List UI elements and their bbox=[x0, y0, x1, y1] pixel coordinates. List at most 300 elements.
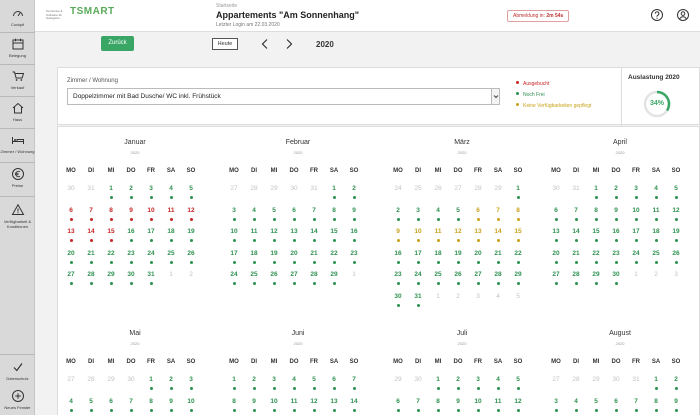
calendar-day[interactable] bbox=[225, 250, 243, 270]
sidebar-item-cockpit[interactable] bbox=[0, 6, 35, 27]
day-number: 12 bbox=[310, 397, 318, 405]
calendar-day[interactable] bbox=[429, 207, 447, 227]
calendar-day bbox=[82, 376, 100, 396]
day-number: 1 bbox=[436, 376, 440, 383]
calendar-day[interactable] bbox=[469, 228, 487, 248]
calendar-day[interactable] bbox=[345, 376, 363, 396]
calendar-day[interactable] bbox=[162, 185, 180, 205]
day-number: 23 bbox=[394, 271, 402, 278]
calendar-day[interactable] bbox=[449, 376, 467, 396]
calendar-day[interactable] bbox=[409, 398, 427, 415]
calendar-day[interactable] bbox=[325, 207, 343, 227]
calendar-day[interactable] bbox=[567, 271, 585, 291]
weekday-header: SA bbox=[329, 359, 339, 365]
calendar-day[interactable] bbox=[285, 271, 303, 291]
calendar-day[interactable] bbox=[547, 207, 565, 227]
calendar-day[interactable] bbox=[345, 207, 363, 227]
status-dot bbox=[170, 196, 173, 199]
weekday-header: FR bbox=[632, 168, 640, 174]
weekday-header: MO bbox=[66, 359, 76, 365]
status-dot bbox=[655, 218, 658, 221]
calendar-day[interactable] bbox=[142, 398, 160, 415]
calendar-day[interactable] bbox=[509, 207, 527, 227]
calendar-day[interactable] bbox=[667, 250, 685, 270]
calendar-day[interactable] bbox=[305, 398, 323, 415]
calendar-day[interactable] bbox=[102, 398, 120, 415]
calendar-day[interactable] bbox=[489, 271, 507, 291]
calendar-day[interactable] bbox=[142, 376, 160, 396]
day-number: 8 bbox=[109, 206, 113, 214]
calendar-day[interactable] bbox=[389, 293, 407, 313]
day-number: 19 bbox=[454, 249, 462, 257]
calendar-day[interactable] bbox=[142, 271, 160, 291]
calendar-day[interactable] bbox=[647, 185, 665, 205]
sidebar-item-belegung[interactable] bbox=[0, 37, 35, 58]
calendar-day[interactable] bbox=[607, 228, 625, 248]
calendar-day[interactable] bbox=[429, 250, 447, 270]
calendar-day[interactable] bbox=[82, 207, 100, 227]
calendar-day[interactable] bbox=[245, 271, 263, 291]
calendar-day bbox=[429, 185, 447, 205]
status-dot bbox=[150, 196, 153, 199]
calendar-day[interactable] bbox=[305, 250, 323, 270]
calendar-day[interactable] bbox=[325, 271, 343, 291]
calendar-day[interactable] bbox=[325, 228, 343, 248]
calendar-day[interactable] bbox=[325, 398, 343, 415]
weekday-header: FR bbox=[310, 168, 318, 174]
calendar-day bbox=[225, 185, 243, 205]
calendar-day[interactable] bbox=[647, 207, 665, 227]
sidebar-item-haus[interactable] bbox=[0, 101, 35, 122]
calendar-day[interactable] bbox=[62, 250, 80, 270]
calendar-day[interactable] bbox=[162, 398, 180, 415]
legend-item bbox=[516, 79, 591, 90]
year-calendar bbox=[57, 126, 700, 415]
calendar-day[interactable] bbox=[587, 207, 605, 227]
weekday-header: DI bbox=[88, 168, 94, 174]
day-number: 29 bbox=[592, 271, 600, 278]
calendar-day[interactable] bbox=[489, 376, 507, 396]
calendar-day[interactable] bbox=[607, 207, 625, 227]
weekday-header: MI bbox=[592, 168, 600, 174]
status-dot bbox=[437, 261, 440, 264]
calendar-day[interactable] bbox=[62, 207, 80, 227]
calendar-day[interactable] bbox=[547, 228, 565, 248]
calendar-day[interactable] bbox=[509, 376, 527, 396]
calendar-day[interactable] bbox=[325, 376, 343, 396]
new-window-icon bbox=[11, 389, 25, 403]
calendar-day[interactable] bbox=[647, 398, 665, 415]
calendar-day[interactable] bbox=[102, 271, 120, 291]
calendar-day[interactable] bbox=[509, 250, 527, 270]
calendar-day[interactable] bbox=[627, 207, 645, 227]
filter-panel bbox=[57, 67, 700, 125]
status-dot bbox=[655, 409, 658, 412]
day-number: 7 bbox=[89, 206, 93, 214]
day-number: 3 bbox=[272, 376, 276, 383]
calendar-day[interactable] bbox=[122, 207, 140, 227]
chevron-right-icon[interactable] bbox=[284, 38, 294, 50]
calendar-day[interactable] bbox=[587, 398, 605, 415]
calendar-day[interactable] bbox=[449, 228, 467, 248]
calendar-day bbox=[449, 293, 467, 313]
status-dot bbox=[457, 261, 460, 264]
calendar-day[interactable] bbox=[627, 250, 645, 270]
day-number: 31 bbox=[632, 376, 640, 383]
status-dot bbox=[575, 282, 578, 285]
calendar-day[interactable] bbox=[547, 398, 565, 415]
status-dot bbox=[615, 218, 618, 221]
calendar-day[interactable] bbox=[567, 228, 585, 248]
calendar-day[interactable] bbox=[142, 185, 160, 205]
calendar-day[interactable] bbox=[265, 271, 283, 291]
calendar-day[interactable] bbox=[225, 207, 243, 227]
chevron-left-icon[interactable] bbox=[260, 38, 270, 50]
logo[interactable] bbox=[46, 7, 146, 27]
calendar-day[interactable] bbox=[345, 250, 363, 270]
calendar-day bbox=[469, 293, 487, 313]
calendar-day[interactable] bbox=[607, 271, 625, 291]
calendar-day[interactable] bbox=[429, 271, 447, 291]
calendar-day[interactable] bbox=[667, 398, 685, 415]
calendar-day[interactable] bbox=[182, 250, 200, 270]
status-dot bbox=[397, 218, 400, 221]
month-year: 2020 bbox=[293, 341, 303, 346]
month-august bbox=[543, 318, 697, 415]
calendar-icon bbox=[11, 37, 25, 51]
calendar-day[interactable] bbox=[225, 228, 243, 248]
calendar-day[interactable] bbox=[245, 376, 263, 396]
day-number: 27 bbox=[67, 376, 75, 383]
day-number: 2 bbox=[674, 376, 678, 383]
day-number: 14 bbox=[350, 397, 358, 405]
weekday-header: DO bbox=[126, 168, 136, 174]
calendar-day[interactable] bbox=[245, 398, 263, 415]
calendar-day[interactable] bbox=[82, 398, 100, 415]
day-number: 5 bbox=[516, 376, 520, 383]
calendar-day[interactable] bbox=[62, 271, 80, 291]
day-number: 22 bbox=[107, 249, 115, 257]
calendar-day[interactable] bbox=[122, 185, 140, 205]
calendar-day[interactable] bbox=[142, 207, 160, 227]
calendar-day[interactable] bbox=[449, 207, 467, 227]
calendar-day[interactable] bbox=[82, 271, 100, 291]
day-number: 12 bbox=[454, 228, 462, 235]
status-dot bbox=[70, 218, 73, 221]
calendar-day[interactable] bbox=[102, 228, 120, 248]
logout-timer-badge[interactable] bbox=[507, 10, 569, 22]
calendar-day[interactable] bbox=[647, 250, 665, 270]
status-dot bbox=[595, 218, 598, 221]
calendar-day[interactable] bbox=[489, 228, 507, 248]
status-dot bbox=[253, 218, 256, 221]
weekday-header: DI bbox=[415, 359, 421, 365]
calendar-day[interactable] bbox=[647, 376, 665, 396]
calendar-day[interactable] bbox=[389, 207, 407, 227]
day-number: 29 bbox=[514, 271, 522, 278]
day-number: 21 bbox=[87, 249, 95, 257]
weekday-header: DI bbox=[573, 168, 579, 174]
day-number: 29 bbox=[394, 376, 402, 383]
calendar-day[interactable] bbox=[429, 228, 447, 248]
occupancy-box bbox=[621, 68, 700, 126]
calendar-day[interactable] bbox=[429, 398, 447, 415]
status-dot bbox=[333, 196, 336, 199]
calendar-day[interactable] bbox=[587, 185, 605, 205]
calendar-day[interactable] bbox=[305, 271, 323, 291]
calendar-day[interactable] bbox=[547, 271, 565, 291]
calendar-day[interactable] bbox=[489, 207, 507, 227]
calendar-day[interactable] bbox=[305, 228, 323, 248]
calendar-day[interactable] bbox=[265, 207, 283, 227]
day-number: 6 bbox=[396, 397, 400, 405]
sidebar-item-verkauf[interactable] bbox=[0, 69, 35, 90]
calendar-day[interactable] bbox=[429, 376, 447, 396]
calendar-day[interactable] bbox=[389, 250, 407, 270]
weekday-header: DO bbox=[126, 359, 136, 365]
status-dot bbox=[397, 282, 400, 285]
weekday-header: DO bbox=[611, 168, 621, 174]
status-dot bbox=[353, 409, 356, 412]
calendar-day[interactable] bbox=[567, 398, 585, 415]
status-dot bbox=[517, 387, 520, 390]
calendar-day[interactable] bbox=[285, 228, 303, 248]
sidebar-item-datenschutz[interactable] bbox=[0, 360, 35, 381]
calendar-day[interactable] bbox=[469, 207, 487, 227]
calendar-day[interactable] bbox=[142, 250, 160, 270]
calendar-day[interactable] bbox=[389, 271, 407, 291]
calendar-day[interactable] bbox=[509, 228, 527, 248]
weekday-header: MO bbox=[66, 168, 76, 174]
calendar-day[interactable] bbox=[627, 398, 645, 415]
month-year: 2020 bbox=[615, 341, 625, 346]
day-number: 15 bbox=[330, 228, 338, 235]
calendar-day bbox=[409, 376, 427, 396]
status-dot bbox=[90, 409, 93, 412]
day-number: 28 bbox=[310, 271, 318, 278]
calendar-day[interactable] bbox=[285, 207, 303, 227]
calendar-day[interactable] bbox=[122, 228, 140, 248]
calendar-day[interactable] bbox=[285, 250, 303, 270]
calendar-day[interactable] bbox=[509, 185, 527, 205]
calendar-day[interactable] bbox=[409, 293, 427, 313]
calendar-day[interactable] bbox=[389, 398, 407, 415]
day-number: 4 bbox=[654, 185, 658, 192]
status-dot bbox=[595, 261, 598, 264]
calendar-day[interactable] bbox=[547, 250, 565, 270]
day-number: 13 bbox=[552, 228, 560, 235]
day-number: 28 bbox=[572, 376, 580, 383]
calendar-day[interactable] bbox=[469, 398, 487, 415]
calendar-day[interactable] bbox=[509, 398, 527, 415]
calendar-day[interactable] bbox=[182, 376, 200, 396]
sidebar-item-neues-fenster[interactable] bbox=[0, 389, 35, 410]
calendar-day[interactable] bbox=[82, 228, 100, 248]
status-dot bbox=[615, 239, 618, 242]
calendar-day[interactable] bbox=[182, 207, 200, 227]
calendar-day[interactable] bbox=[182, 185, 200, 205]
calendar-day[interactable] bbox=[409, 228, 427, 248]
calendar-day[interactable] bbox=[587, 250, 605, 270]
bed-icon bbox=[11, 133, 25, 147]
calendar-day[interactable] bbox=[182, 398, 200, 415]
calendar-day[interactable] bbox=[142, 228, 160, 248]
status-dot bbox=[150, 409, 153, 412]
calendar-day[interactable] bbox=[122, 250, 140, 270]
calendar-day[interactable] bbox=[122, 398, 140, 415]
calendar-day[interactable] bbox=[647, 228, 665, 248]
help-icon[interactable] bbox=[650, 8, 664, 22]
status-dot bbox=[233, 218, 236, 221]
logout-time: 2m 54s bbox=[546, 13, 564, 19]
calendar-day[interactable] bbox=[587, 271, 605, 291]
calendar-day[interactable] bbox=[409, 207, 427, 227]
status-dot bbox=[595, 409, 598, 412]
calendar-day[interactable] bbox=[607, 250, 625, 270]
calendar-day[interactable] bbox=[607, 185, 625, 205]
calendar-day[interactable] bbox=[627, 228, 645, 248]
calendar-day bbox=[489, 293, 507, 313]
calendar-day[interactable] bbox=[409, 250, 427, 270]
status-dot bbox=[555, 218, 558, 221]
calendar-day[interactable] bbox=[667, 376, 685, 396]
calendar-day[interactable] bbox=[265, 398, 283, 415]
day-number: 16 bbox=[394, 249, 402, 257]
status-dot bbox=[233, 261, 236, 264]
day-number: 20 bbox=[67, 249, 75, 257]
day-number: 5 bbox=[189, 185, 193, 192]
calendar-day[interactable] bbox=[285, 398, 303, 415]
calendar-day[interactable] bbox=[265, 376, 283, 396]
calendar-day[interactable] bbox=[667, 207, 685, 227]
calendar-day[interactable] bbox=[162, 376, 180, 396]
calendar-day[interactable] bbox=[82, 250, 100, 270]
status-dot bbox=[253, 282, 256, 285]
status-dot bbox=[253, 261, 256, 264]
calendar-day[interactable] bbox=[265, 228, 283, 248]
calendar-day[interactable] bbox=[567, 207, 585, 227]
calendar-day[interactable] bbox=[102, 250, 120, 270]
calendar-day[interactable] bbox=[102, 185, 120, 205]
calendar-day[interactable] bbox=[345, 398, 363, 415]
calendar-day[interactable] bbox=[285, 376, 303, 396]
day-number: 2 bbox=[169, 376, 173, 383]
calendar-day[interactable] bbox=[225, 271, 243, 291]
weekday-header: SA bbox=[329, 168, 339, 174]
month-year: 2020 bbox=[130, 341, 140, 346]
legend-dot bbox=[516, 81, 519, 84]
status-dot bbox=[595, 196, 598, 199]
euro-icon bbox=[11, 167, 25, 181]
calendar-day[interactable] bbox=[469, 271, 487, 291]
day-number: 9 bbox=[396, 228, 400, 235]
calendar-day[interactable] bbox=[102, 207, 120, 227]
day-number: 27 bbox=[67, 271, 75, 278]
status-dot bbox=[497, 239, 500, 242]
warning-icon bbox=[11, 203, 25, 217]
weekday-header: SO bbox=[671, 359, 681, 365]
breadcrumb[interactable]: Startseite bbox=[216, 3, 238, 9]
calendar-day[interactable] bbox=[245, 207, 263, 227]
calendar-day[interactable] bbox=[162, 250, 180, 270]
calendar-day[interactable] bbox=[225, 376, 243, 396]
calendar-day[interactable] bbox=[449, 398, 467, 415]
status-dot bbox=[457, 239, 460, 242]
calendar-day[interactable] bbox=[607, 398, 625, 415]
calendar-day[interactable] bbox=[162, 228, 180, 248]
calendar-day[interactable] bbox=[122, 271, 140, 291]
room-select[interactable] bbox=[67, 88, 500, 105]
calendar-day[interactable] bbox=[469, 376, 487, 396]
calendar-day[interactable] bbox=[325, 250, 343, 270]
day-number: 5 bbox=[456, 206, 460, 214]
calendar-day[interactable] bbox=[449, 250, 467, 270]
status-dot bbox=[233, 282, 236, 285]
sidebar-item-preise[interactable] bbox=[0, 167, 35, 188]
calendar-day[interactable] bbox=[389, 228, 407, 248]
status-dot bbox=[170, 261, 173, 264]
sidebar-item-verfuegbarkeit[interactable] bbox=[0, 203, 35, 229]
calendar-day[interactable] bbox=[305, 376, 323, 396]
calendar-day[interactable] bbox=[345, 185, 363, 205]
calendar-day[interactable] bbox=[62, 228, 80, 248]
day-number: 27 bbox=[552, 376, 560, 383]
calendar-day[interactable] bbox=[489, 398, 507, 415]
sidebar-item-zimmer[interactable] bbox=[0, 133, 35, 154]
calendar-day[interactable] bbox=[667, 228, 685, 248]
sidebar-item-label: Datenschutz bbox=[6, 376, 29, 381]
back-button[interactable]: Zurück bbox=[101, 36, 134, 51]
calendar-day[interactable] bbox=[325, 185, 343, 205]
day-number: 22 bbox=[514, 249, 522, 257]
calendar-day[interactable] bbox=[509, 271, 527, 291]
calendar-day[interactable] bbox=[667, 185, 685, 205]
calendar-day[interactable] bbox=[225, 398, 243, 415]
calendar-day[interactable] bbox=[469, 250, 487, 270]
calendar-day bbox=[587, 376, 605, 396]
calendar-day[interactable] bbox=[182, 228, 200, 248]
calendar-day[interactable] bbox=[265, 250, 283, 270]
day-number: 2 bbox=[352, 185, 356, 192]
calendar-day[interactable] bbox=[587, 228, 605, 248]
status-dot bbox=[170, 387, 173, 390]
status-dot bbox=[497, 261, 500, 264]
calendar-day[interactable] bbox=[627, 185, 645, 205]
calendar-day bbox=[567, 185, 585, 205]
calendar-day[interactable] bbox=[245, 250, 263, 270]
today-button[interactable]: Heute bbox=[212, 38, 238, 50]
calendar-day[interactable] bbox=[162, 207, 180, 227]
month-mai bbox=[58, 318, 212, 415]
calendar-day[interactable] bbox=[305, 207, 323, 227]
calendar-day[interactable] bbox=[245, 228, 263, 248]
user-icon[interactable] bbox=[676, 8, 690, 22]
calendar-day[interactable] bbox=[449, 271, 467, 291]
day-number: 29 bbox=[494, 185, 502, 192]
calendar-day[interactable] bbox=[489, 250, 507, 270]
last-login: Letzter Login am 22.03.2020 bbox=[216, 22, 280, 28]
status-dot bbox=[457, 218, 460, 221]
day-number: 16 bbox=[127, 228, 135, 235]
calendar-day[interactable] bbox=[567, 250, 585, 270]
day-number: 13 bbox=[67, 228, 75, 235]
calendar-day[interactable] bbox=[409, 271, 427, 291]
calendar-day[interactable] bbox=[62, 398, 80, 415]
day-number: 5 bbox=[89, 397, 93, 405]
day-number: 3 bbox=[634, 185, 638, 192]
month-juni bbox=[221, 318, 375, 415]
calendar-day[interactable] bbox=[345, 228, 363, 248]
